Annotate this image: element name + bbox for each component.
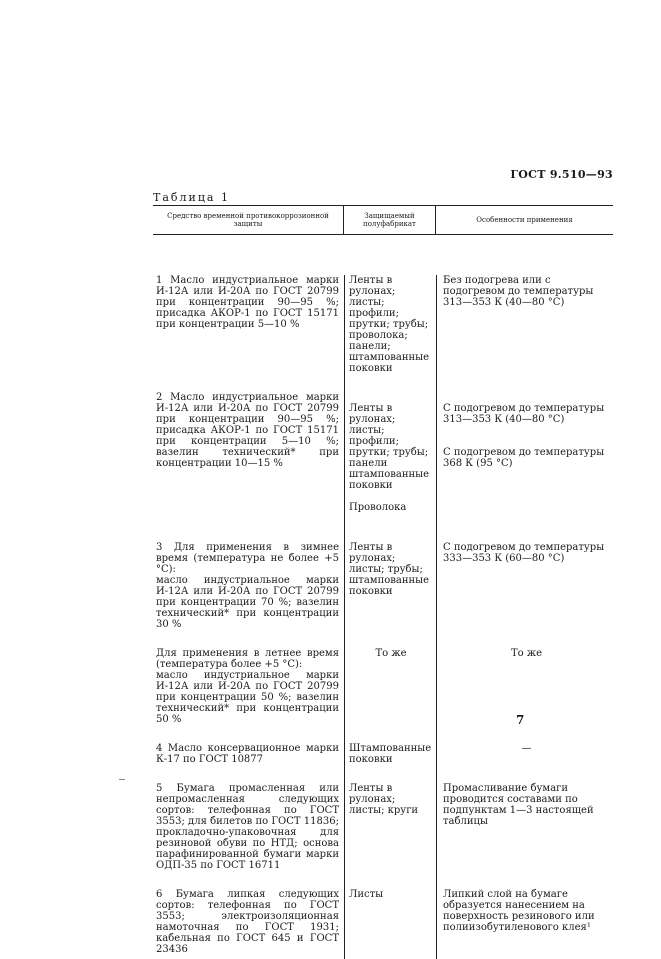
column-header-means: Средство временной противокоррозионной защиты — [153, 206, 344, 234]
scan-mark — [119, 779, 125, 780]
cell-product: Ленты в рулонах; листы; трубы; штампованные поковки — [349, 542, 430, 597]
table-row — [153, 392, 613, 524]
table-row — [153, 743, 613, 765]
cell-notes: Липкий слой на бумаге образуется нанесением на поверхность резинового или полиизобутиленового клея¹ — [443, 889, 595, 933]
cell-product-text: Ленты в рулонах; листы; профили; прутки; трубы; панели штампованные поковки — [349, 403, 430, 491]
cell-notes: С подогревом до температуры 333—353 К (60—80 °С) — [443, 542, 605, 564]
cell-product — [344, 392, 436, 524]
table-row — [153, 542, 613, 630]
cell-notes: Промасливание бумаги проводится составами по подпунктам 1—3 настоящей таблицы — [443, 783, 594, 827]
column-header-notes: Особенности применения — [476, 216, 573, 224]
cell-notes — [436, 392, 613, 524]
cell-notes-text: С подогревом до температуры 313—353 К (40—80 °С) — [443, 403, 605, 425]
cell-product: То же — [375, 648, 407, 659]
column-header-product: Защищаемый полуфабрикат — [344, 206, 436, 234]
cell-product: Ленты в рулонах; листы; круги — [349, 783, 419, 816]
cell-means: 1 Масло индустриальное марки И-12А или И-20А по ГОСТ 20799 при концентрации 90—95 %; присадка АКОР-1 по ГОСТ 15171 при концентрации 5—10 % — [156, 275, 339, 330]
table-body — [153, 275, 613, 959]
cell-product: Ленты в рулонах; листы; профили; прутки; трубы; проволока; панели; штампованные поковки — [349, 275, 430, 374]
cell-notes: Без подогрева или с подогревом до температуры 313—353 К (40—80 °С) — [443, 275, 594, 308]
page-number: 7 — [516, 713, 525, 727]
standard-code: ГОСТ 9.510—93 — [510, 168, 613, 181]
table-header — [153, 205, 613, 235]
cell-product-text-2: Проволока — [349, 502, 407, 513]
cell-notes: — — [521, 743, 532, 754]
table-row — [153, 648, 613, 725]
cell-notes-text-2: С подогревом до температуры 368 К (95 °С) — [443, 447, 605, 469]
cell-means: 4 Масло консервационное марки К-17 по ГОСТ 10877 — [156, 743, 339, 765]
cell-notes: То же — [511, 648, 542, 659]
protection-table — [153, 205, 613, 959]
cell-product: Листы — [349, 889, 384, 900]
cell-means: 6 Бумага липкая следующих сортов: телефонная по ГОСТ 3553; электроизоляционная намоточная по ГОСТ 1931; кабельная по ГОСТ 645 и ГОСТ 23436 — [156, 889, 339, 955]
table-caption: Таблица 1 — [153, 191, 230, 204]
table-row — [153, 783, 613, 871]
table-row — [153, 275, 613, 374]
cell-product: Штампованные поковки — [349, 743, 432, 765]
cell-means: 5 Бумага промасленная или непромасленная следующих сортов: телефонная по ГОСТ 3553; для билетов по ГОСТ 11836; прокладочно-упаковочная для резиновой обуви по НТД; основа парафинированной бумаги марки ОДП-35 по ГОСТ 16711 — [156, 783, 339, 871]
table-row — [153, 889, 613, 959]
cell-means: Для применения в летнее время (температура более +5 °С): масло индустриальное марки И-12А или И-20А по ГОСТ 20799 при концентрации 50 %; вазелин технический* при концентрации 50 % — [156, 648, 339, 725]
cell-means: 2 Масло индустриальное марки И-12А или И-20А по ГОСТ 20799 при концентрации 90—95 %; присадка АКОР-1 по ГОСТ 15171 при концентрации 5—10 %; вазелин технический* при концентрации 10—15 % — [156, 392, 339, 469]
cell-means: 3 Для применения в зимнее время (температура не более +5 °С): масло индустриальное марки И-12А или И-20А по ГОСТ 20799 при концентрации 70 %; вазелин технический* при концентрации 30 % — [156, 542, 339, 630]
